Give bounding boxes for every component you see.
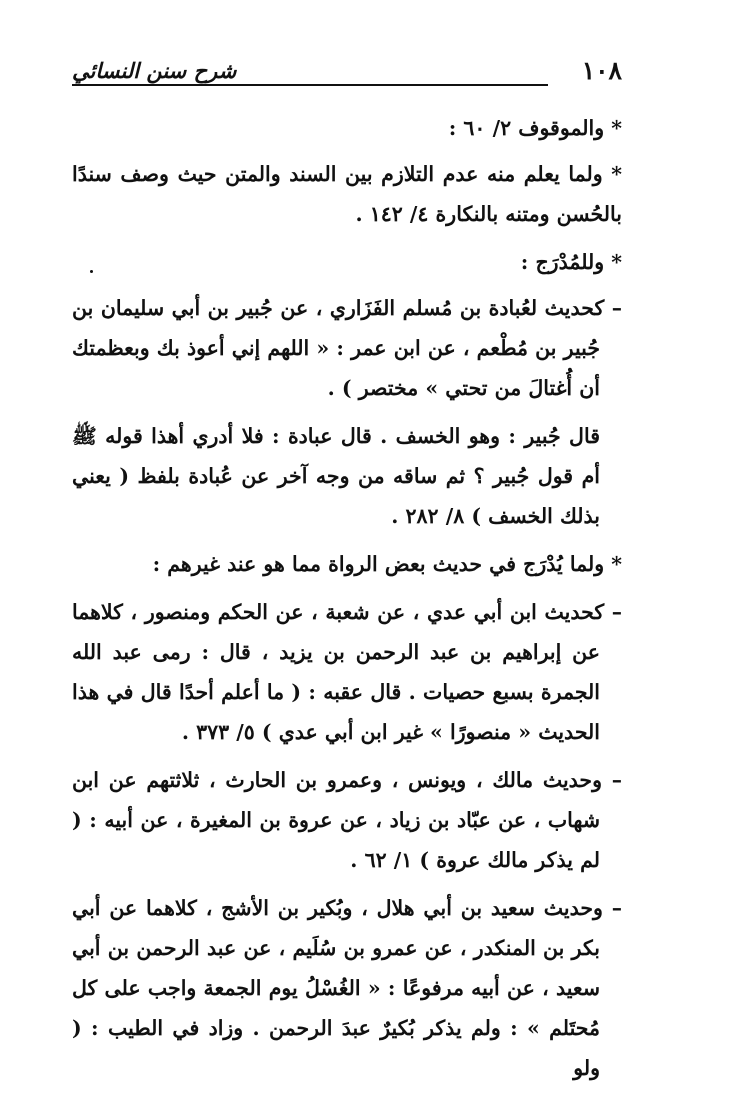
entry-talazum: * ولما يعلم منه عدم التلازم بين السند والمتن حيث وصف سندًا بالحُسن ومتنه بالنكارة ٤/ ١٤٢ .	[72, 162, 622, 226]
jubayr-comment: قال جُبير : وهو الخسف . قال عبادة : فلا أدري أهذا قوله ﷺ أم قول جُبير ؟ ثم ساقه من وجه آخر عن عُبادة بلفظ ( يعني بذلك الخسف ) ٨/ ٢٨٢ .	[72, 424, 600, 528]
hadith-malik: – وحديث مالك ، ويونس ، وعمرو بن الحارث ، ثلاثتهم عن ابن شهاب ، عن عبّاد بن زياد ، عن عروة بن المغيرة ، عن أبيه : ( لم يذكر مالك عروة ) ١/ ٦٢ .	[72, 768, 622, 872]
page-number: ١٠٨	[581, 56, 622, 85]
entry-mawquf: * والموقوف ٢/ ٦٠ :	[448, 116, 622, 140]
hadith-ubada: – كحديث لعُبادة بن مُسلم الفَزَاري ، عن جُبير بن أبي سليمان بن جُبير بن مُطْعم ، عن ابن عمر : « اللهم إني أعوذ بك وبعظمتك أن أُغتالَ من تحتي » مختصر ) .	[72, 296, 622, 400]
running-title: شرح سنن النسائي	[72, 58, 237, 83]
page-header	[72, 56, 622, 92]
header-rule	[72, 84, 548, 86]
hadith-said-ibn-abi-hilal: – وحديث سعيد بن أبي هلال ، وبُكير بن الأشج ، كلاهما عن أبي بكر بن المنكدر ، عن عمرو بن سُلَيم ، عن عبد الرحمن بن أبي سعيد ، عن أبيه مرفوعًا : « الغُسْلُ يوم الجمعة واجب على كل مُحتَلم » : ولم يذكر بُكيرٌ عبدَ الرحمن . وزاد في الطيب : ( ولو	[72, 896, 622, 1080]
entry-mudraj-heading: * وللمُدْرَج :	[520, 250, 622, 274]
entry-idraj-rawah: * ولما يُدْرَج في حديث بعض الرواة مما هو عند غيرهم :	[152, 552, 622, 576]
page-body	[72, 108, 622, 1096]
hadith-ibn-abi-adi: – كحديث ابن أبي عدي ، عن شعبة ، عن الحكم ومنصور ، كلاهما عن إبراهيم بن عبد الرحمن بن يزيد ، قال : رمى عبد الله الجمرة بسبع حصيات . قال عقبه : ( ما أعلم أحدًا قال في هذا الحديث « منصورًا » غير ابن أبي عدي ) ٥/ ٣٧٣ .	[72, 600, 622, 744]
